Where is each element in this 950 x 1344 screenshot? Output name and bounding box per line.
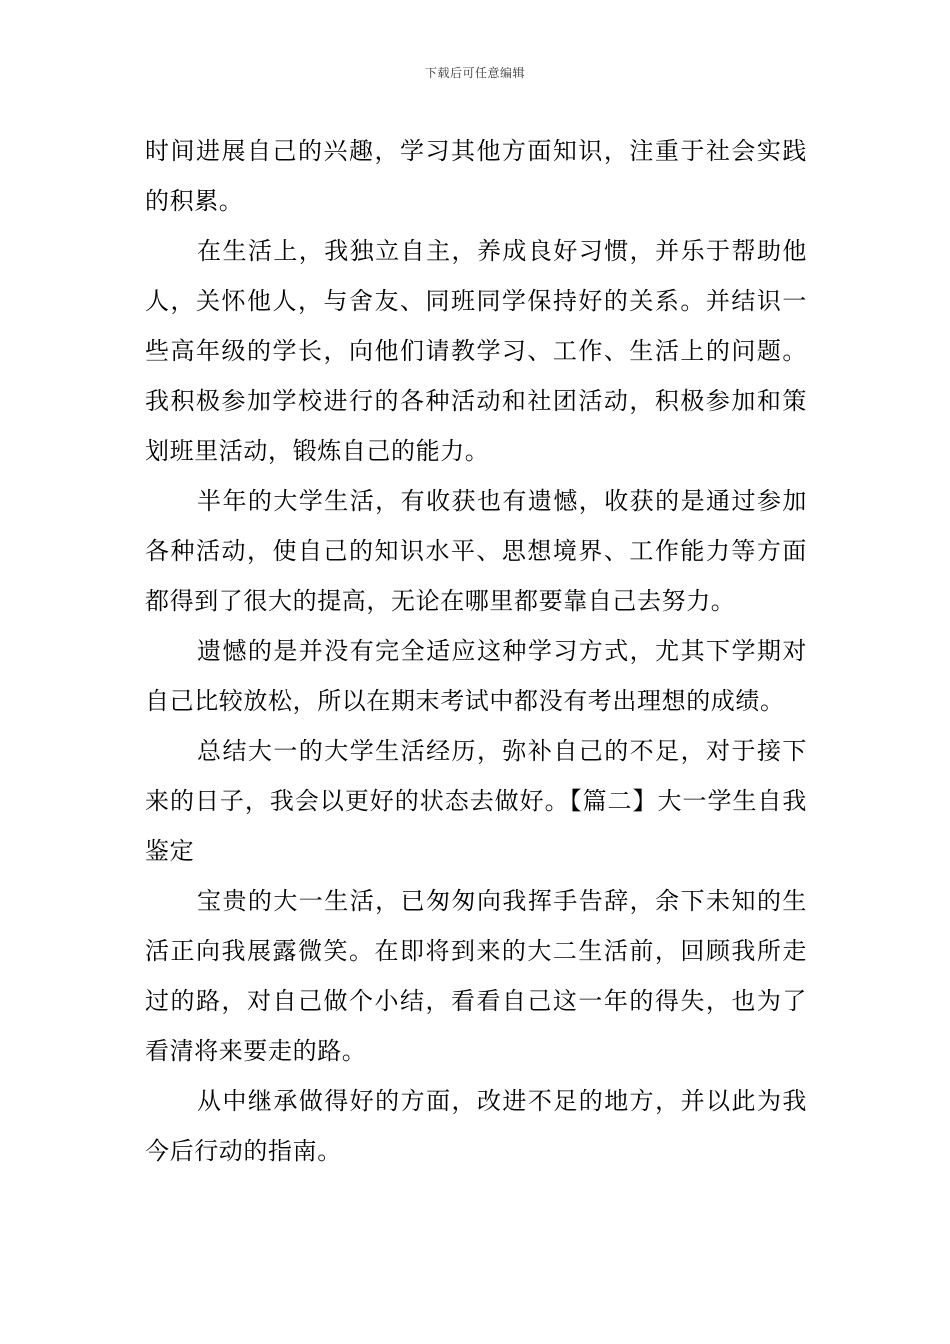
paragraph: 遗憾的是并没有完全适应这种学习方式，尤其下学期对自己比较放松，所以在期末考试中都没有考出理想的成绩。 [145, 637, 807, 715]
paragraph: 总结大一的大学生活经历，弥补自己的不足，对于接下来的日子，我会以更好的状态去做好。【篇二】大一学生自我鉴定 [145, 737, 807, 865]
paragraph: 在生活上，我独立自主，养成良好习惯，并乐于帮助他人，关怀他人，与舍友、同班同学保持好的关系。并结识一些高年级的学长，向他们请教学习、工作、生活上的问题。我积极参加学校进行的各种活动和社团活动，积极参加和策划班里活动，锻炼自己的能力。 [145, 237, 807, 465]
paragraph: 时间进展自己的兴趣，学习其他方面知识，注重于社会实践的积累。 [145, 137, 807, 215]
paragraph: 半年的大学生活，有收获也有遗憾，收获的是通过参加各种活动，使自己的知识水平、思想境界、工作能力等方面都得到了很大的提高，无论在哪里都要靠自己去努力。 [145, 487, 807, 615]
page-header: 下载后可任意编辑 [424, 66, 525, 80]
paragraph: 宝贵的大一生活，已匆匆向我挥手告辞，余下未知的生活正向我展露微笑。在即将到来的大二生活前，回顾我所走过的路，对自己做个小结，看看自己这一年的得失，也为了看清将来要走的路。 [145, 887, 807, 1065]
document-body [145, 126, 807, 1176]
paragraph: 从中继承做得好的方面，改进不足的地方，并以此为我今后行动的指南。 [145, 1087, 807, 1165]
